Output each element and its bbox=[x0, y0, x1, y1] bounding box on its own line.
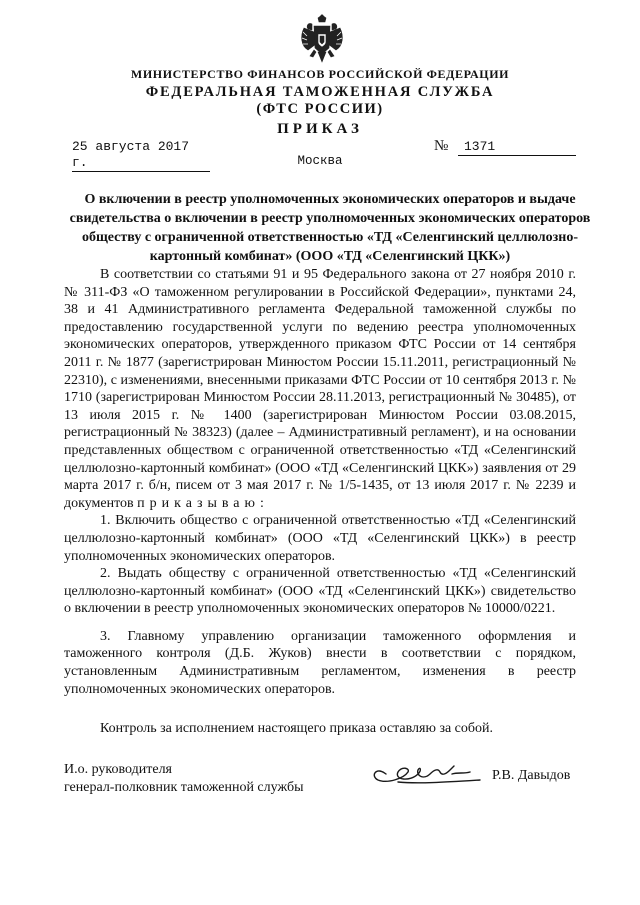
double-headed-eagle-emblem-icon bbox=[298, 14, 346, 66]
position-line-2: генерал-полковник таможенной службы bbox=[64, 780, 304, 795]
service-name: ФЕДЕРАЛЬНАЯ ТАМОЖЕННАЯ СЛУЖБА bbox=[145, 84, 495, 100]
signatory-position bbox=[64, 761, 364, 797]
order-item-3: 3. Главному управлению организации таможенного оформления и таможенного контроля (Д.Б. Жуков) внести в соответствии с порядком, установленным Административным регламентом, изменения в реестр уполномоченных экономических операторов. bbox=[64, 628, 576, 697]
service-short-name: (ФТС РОССИИ) bbox=[256, 101, 384, 117]
ministry-name: МИНИСТЕРСТВО ФИНАНСОВ РОССИЙСКОЙ ФЕДЕРАЦИИ bbox=[130, 67, 510, 81]
order-date: 25 августа 2017 г. bbox=[72, 139, 210, 172]
order-item-2: 2. Выдать обществу с ограниченной ответственностью «ТД «Селенгинский целлюлозно-картонный комбинат» (ООО «ТД «Селенгинский ЦКК») свидетельство о включении в реестр уполномоченных экономических операторов № 10000/0221. bbox=[64, 566, 576, 617]
number-sign: № bbox=[434, 138, 449, 154]
signer-name: Р.В. Давыдов bbox=[492, 768, 571, 783]
order-title: О включении в реестр уполномоченных экономических операторов и выдаче свидетельства о включении в реестр уполномоченных экономических операторов обществу с ограниченной ответственностью «ТД «Селенгинский целлюлозно-картонный комбинат» (ООО «ТД «Селенгинский ЦКК») bbox=[69, 192, 591, 264]
document-type: ПРИКАЗ bbox=[277, 121, 363, 137]
position-line-1: И.о. руководителя bbox=[64, 762, 173, 777]
order-word: приказываю: bbox=[137, 495, 269, 511]
order-body bbox=[64, 266, 576, 738]
order-item-1: 1. Включить общество с ограниченной ответственностью «ТД «Селенгинский целлюлозно-картонный комбинат» (ООО «ТД «Селенгинский ЦКК») в реестр уполномоченных экономических операторов. bbox=[64, 513, 576, 564]
preamble-text: В соответствии со статьями 91 и 95 Федерального закона от 27 ноября 2010 г. № 311-ФЗ «О таможенном регулировании в Российской Федерации», пунктами 24, 38 и 41 Административного регламента Федеральной таможенной службы по предоставлению государственной услуги по ведению реестра уполномоченных экономических операторов, утвержденного приказом ФТС России от 14 сентября 2011 г. № 1877 (зарегистрирован Минюстом России 15.11.2011, регистрационный № 22310), с изменениями, внесенными приказами ФТС России от 10 сентября 2013 г. № 1710 (зарегистрирован Минюстом России 28.11.2013, регистрационный № 30485), от 13 июля 2015 г. № 1400 (зарегистрирован Минюстом России 03.08.2015, регистрационный № 38323) (далее – Административный регламент), и на основании представленных обществом с ограниченной ответственностью «ТД «Селенгинский целлюлозно-картонный комбинат» (ООО «ТД «Селенгинский ЦКК») заявления от 29 марта 2017 г. б/н, писем от 3 мая 2017 г. № 1/5-1435, от 13 июля 2017 г. № 2239 и документов bbox=[64, 267, 576, 511]
city: Москва bbox=[297, 154, 343, 168]
order-number-value: 1371 bbox=[464, 139, 496, 154]
control-paragraph: Контроль за исполнением настоящего приказа оставляю за собой. bbox=[100, 721, 494, 737]
handwritten-signature-icon bbox=[368, 752, 488, 792]
preamble-paragraph bbox=[64, 266, 576, 512]
